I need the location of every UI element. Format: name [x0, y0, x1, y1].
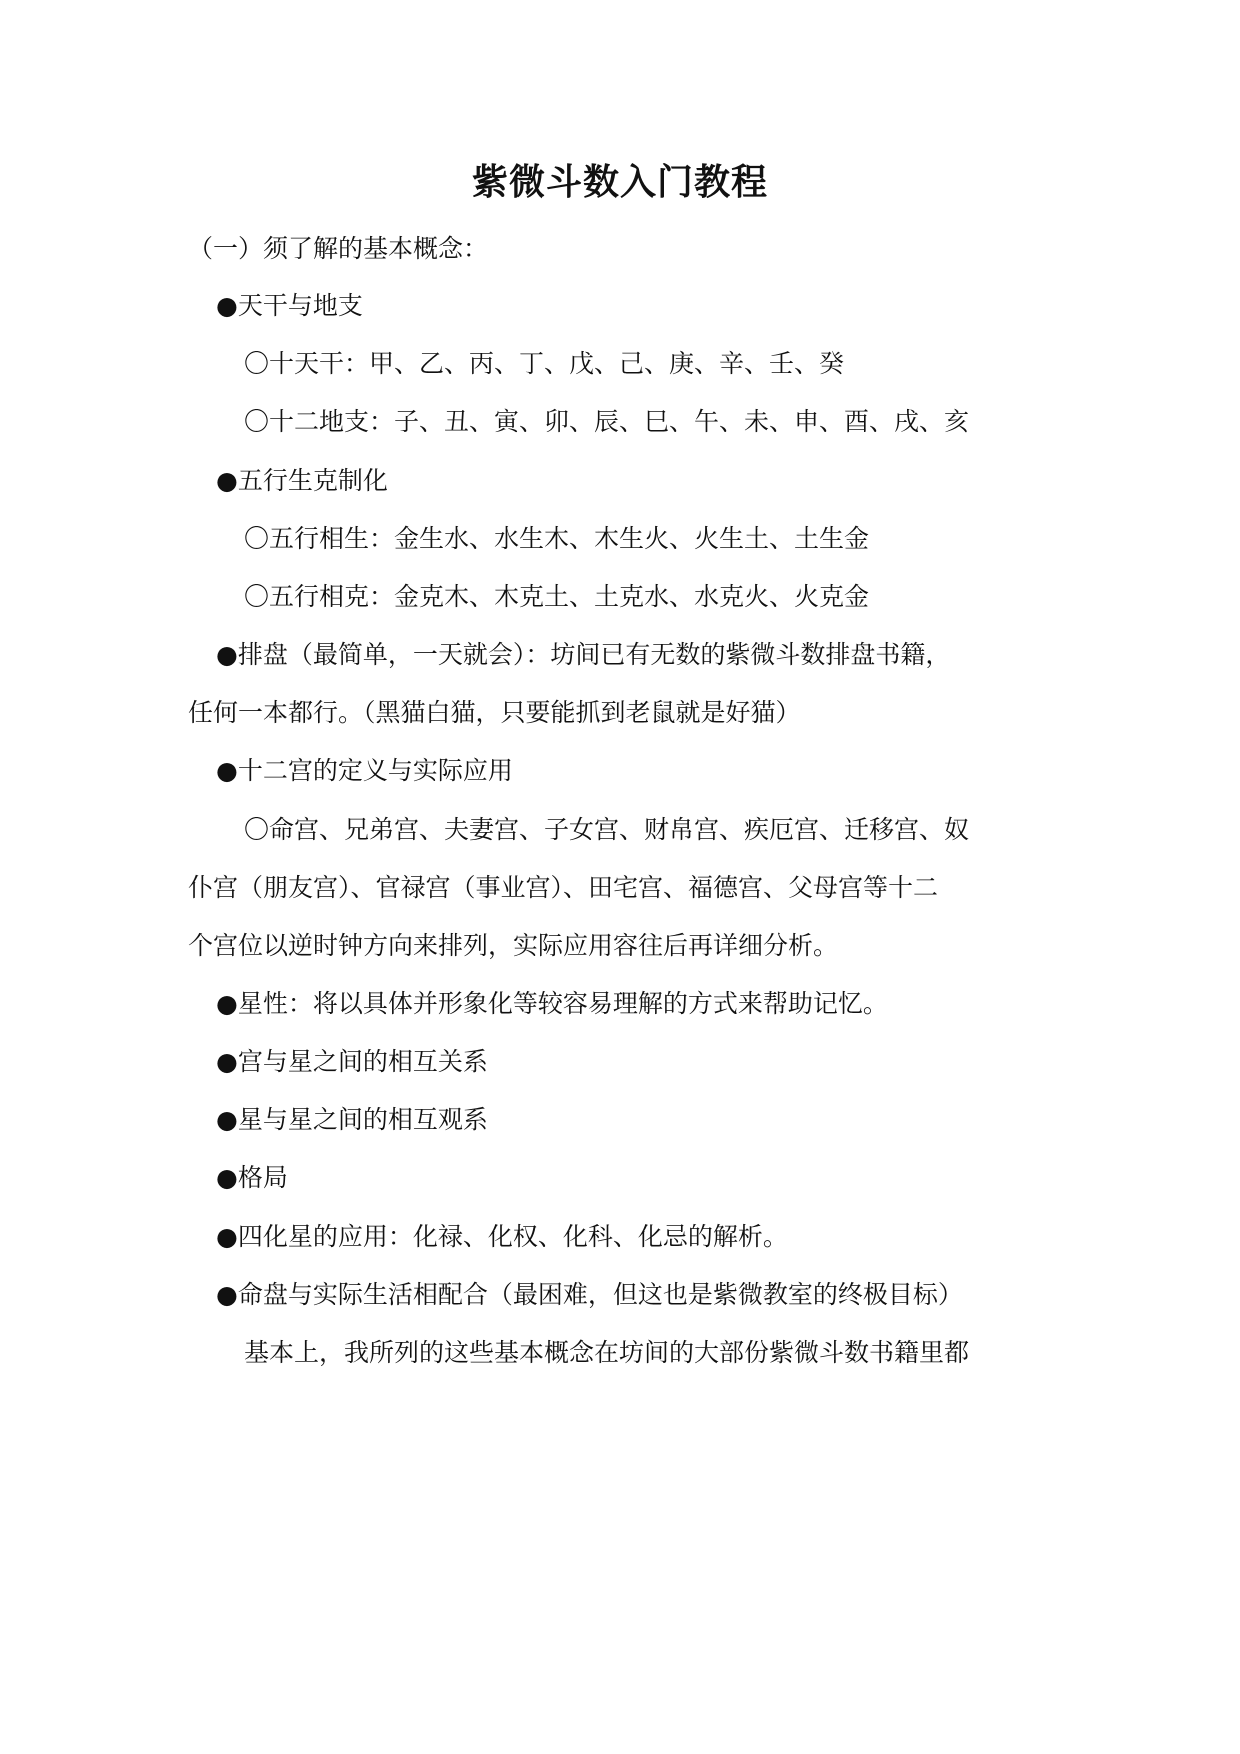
sub-bullet-item: 〇五行相生：金生水、水生木、木生火、火生土、土生金 [244, 524, 870, 553]
sub-bullet-item: 〇十天干：甲、乙、丙、丁、戊、己、庚、辛、壬、癸 [244, 349, 845, 378]
sub-bullet-item: 〇十二地支：子、丑、寅、卯、辰、巳、午、未、申、酉、戌、亥 [244, 407, 970, 436]
paragraph-line: 仆宫（朋友宫）、官禄宫（事业宫）、田宅宫、福德宫、父母宫等十二 [188, 873, 939, 902]
sub-bullet-item: 〇五行相克：金克木、木克土、土克水、水克火、火克金 [244, 582, 870, 611]
bullet-item: ●天干与地支 [216, 291, 363, 320]
bullet-item: ●宫与星之间的相互关系 [216, 1047, 488, 1076]
bullet-item: ●星性：将以具体并形象化等较容易理解的方式来帮助记忆。 [216, 989, 888, 1018]
bullet-item: ●四化星的应用：化禄、化权、化科、化忌的解析。 [216, 1222, 788, 1251]
section-heading: （一）须了解的基本概念： [188, 234, 489, 263]
sub-bullet-item: 〇命宫、兄弟宫、夫妻宫、子女宫、财帛宫、疾厄宫、迁移宫、奴 [244, 815, 970, 844]
bullet-item: ●星与星之间的相互观系 [216, 1105, 488, 1134]
bullet-item: ●命盘与实际生活相配合（最困难，但这也是紫微教室的终极目标） [216, 1280, 963, 1309]
bullet-item: ●十二宫的定义与实际应用 [216, 756, 513, 785]
bullet-item: ●五行生克制化 [216, 466, 388, 495]
bullet-item: ●排盘（最简单，一天就会）：坊间已有无数的紫微斗数排盘书籍， [216, 640, 951, 669]
bullet-item: ●格局 [216, 1163, 288, 1192]
paragraph-line: 基本上，我所列的这些基本概念在坊间的大部份紫微斗数书籍里都 [244, 1338, 970, 1367]
paragraph-line: 任何一本都行。（黑猫白猫，只要能抓到老鼠就是好猫） [188, 698, 801, 727]
paragraph-line: 个宫位以逆时钟方向来排列，实际应用容往后再详细分析。 [188, 931, 839, 960]
page-title: 紫微斗数入门教程 [471, 162, 768, 203]
